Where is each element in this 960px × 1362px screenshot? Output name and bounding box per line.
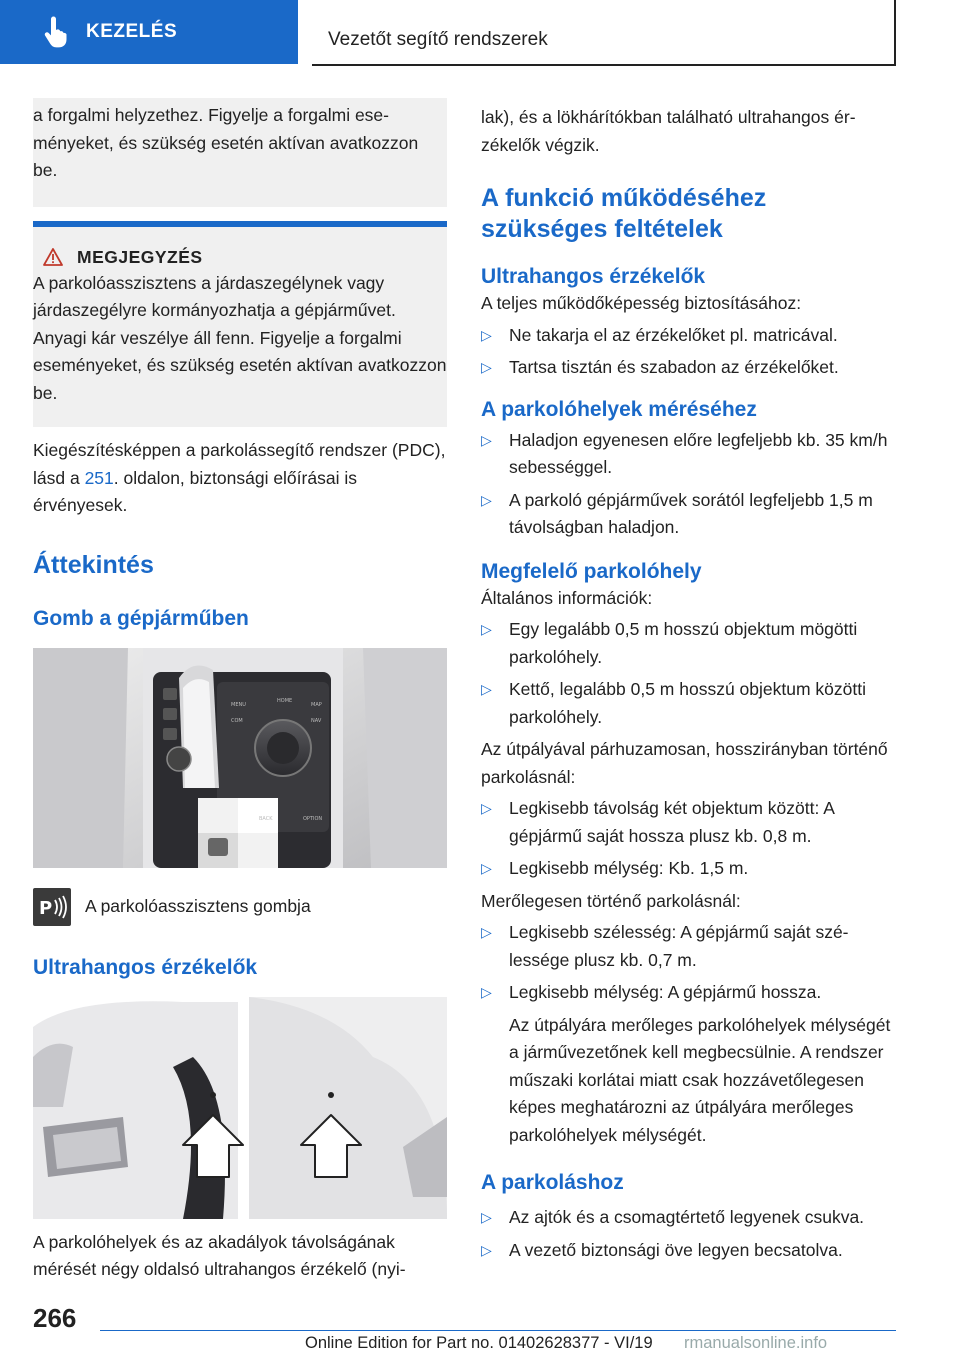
parallel-intro: Az útpályával párhuzamosan, hosszirányban történő parkolásnál:: [481, 739, 888, 787]
bullet-triangle-icon: ▷: [481, 860, 492, 876]
console-label-menu: MENU: [231, 701, 246, 708]
bullet-triangle-icon: ▷: [481, 491, 492, 508]
note-heading: [33, 247, 447, 268]
bullet-triangle-icon: ▷: [481, 431, 492, 448]
console-image: [33, 648, 447, 868]
console-label-option: OPTION: [303, 815, 323, 822]
sensor-image: [33, 997, 447, 1219]
continued-text: a forgalmi helyzethez. Figyelje a forgalmi eseményeket, és szükség esetén aktívan avatkozzon be.: [33, 105, 419, 180]
suitable-intro: Általános információk:: [481, 587, 653, 608]
list-item: ▷ A parkoló gépjárművek sorától legfeljebb 1,5 m távolságban haladjon.: [481, 487, 895, 542]
caption-button: A parkolóasszisztens gombja: [85, 895, 311, 916]
bullet-triangle-icon: ▷: [481, 1241, 492, 1258]
button-caption-row: [33, 888, 447, 926]
chapter-title: Vezetőt segítő rendszerek: [328, 29, 548, 50]
bullet-triangle-icon: ▷: [481, 924, 492, 940]
parallel-list: [481, 795, 895, 883]
footer-divider: [100, 1330, 896, 1331]
console-label-com: COM: [231, 717, 243, 724]
ultrasonic-intro: A teljes működőképesség biztosításához:: [481, 293, 802, 313]
warning-triangle-icon: [43, 248, 63, 266]
list-item: ▷ Tartsa tisztán és szabadon az érzékelőket.: [481, 354, 895, 382]
edition-text: Online Edition for Part no. 01402628377 - VI/19: [305, 1334, 653, 1352]
bullet-triangle-icon: ▷: [481, 800, 492, 816]
section-title: KEZELÉS: [86, 21, 178, 42]
parking-list: [481, 1204, 895, 1264]
left-column: [33, 98, 447, 1284]
heading-ultrasonic: Ultrahangos érzékelők: [481, 265, 706, 288]
bumper-sensors-illustration: [33, 997, 447, 1219]
note-text: A parkolóasszisztens a járdaszegélynek vagy járdaszegélyre kormányozhatja a gépjárművet. Anyagi kár veszélye áll fenn. Figyelje a forgalmi eseményeket, és szükség esetén aktívan avatkozzon be.: [33, 272, 447, 403]
pdc-paragraph: [33, 437, 447, 520]
list-item: ▷ Kettő, legalább 0,5 m hosszú objektum közötti parkolóhely.: [481, 676, 895, 731]
list-item: ▷ Haladjon egyenesen előre legfeljebb kb. 35 km/h sebességgel.: [481, 427, 895, 482]
center-console-illustration: [33, 648, 447, 868]
console-label-map: MAP: [311, 701, 322, 708]
page-link-251[interactable]: 251: [84, 467, 114, 488]
perpendicular-intro: Merőlegesen történő parkolásnál:: [481, 890, 741, 911]
bullet-triangle-icon: ▷: [481, 621, 492, 637]
list-item: ▷ Legkisebb mélység: Kb. 1,5 m.: [481, 855, 895, 883]
console-label-back: BACK: [259, 815, 273, 822]
ultrasonic-list: [481, 322, 895, 382]
sensor-paragraph: A parkolóhelyek és az akadályok távolságának mérését négy oldalsó ultrahangos érzékelő (nyi-: [33, 1231, 406, 1279]
page-number: 266: [33, 1303, 77, 1333]
pdc-text-post: . oldalon, biztonsági előírásai is érvényesek.: [33, 467, 357, 515]
continued-box: [33, 98, 447, 207]
right-column: [481, 104, 895, 1269]
heading-requirements: A funkció működéséhez szükséges feltételek: [481, 184, 767, 243]
list-item: ▷ Ne takarja el az érzékelőket pl. matricával.: [481, 322, 895, 350]
list-item: ▷ Legkisebb távolság két objektum között: A gépjármű saját hossza plusz kb. 0,8 m.: [481, 795, 895, 850]
measuring-list: [481, 427, 895, 542]
bullet-triangle-icon: ▷: [481, 359, 492, 375]
svg-text:P: P: [39, 897, 53, 919]
suitable-list: [481, 616, 895, 731]
list-item: ▷ Az ajtók és a csomagtértető legyenek csukva.: [481, 1204, 895, 1232]
section-tab[interactable]: [0, 0, 298, 64]
heading-overview: Áttekintés: [33, 550, 154, 579]
bullet-triangle-icon: ▷: [481, 681, 492, 697]
note-box: [33, 221, 447, 428]
hand-touch-icon: [42, 16, 68, 48]
sensor-paragraph-cont: lak), és a lökhárítókban található ultrahangos érzékelők végzik.: [481, 107, 856, 155]
chapter-header: [312, 0, 896, 66]
pdc-text-pre: Kiegészítésképpen a parkolássegítő rendszer (PDC), lásd a: [33, 440, 446, 488]
perpendicular-note: Az útpályára merőleges parkolóhelyek mélységét a járművezetőnek kell megbecsülnie. A rendszer műszaki korlátai miatt csak hozzávetőlegesen képes meghatározni az útpályára merőleges parkolóhelyek mélységét.: [509, 1014, 891, 1145]
note-title: MEGJEGYZÉS: [77, 246, 203, 267]
bullet-triangle-icon: ▷: [481, 984, 492, 1000]
bullet-triangle-icon: ▷: [481, 1209, 492, 1225]
heading-sensors: Ultrahangos érzékelők: [33, 955, 258, 979]
list-item: ▷ Legkisebb szélesség: A gépjármű saját szélessége plusz kb. 0,7 m.: [481, 919, 895, 974]
heading-parking: A parkoláshoz: [481, 1171, 624, 1194]
list-item: ▷ A vezető biztonsági öve legyen becsatolva.: [481, 1237, 895, 1265]
list-item: ▷ Egy legalább 0,5 m hosszú objektum mögötti parkolóhely.: [481, 616, 895, 671]
watermark: rmanualsonline.info: [684, 1334, 828, 1352]
heading-measuring: A parkolóhelyek méréséhez: [481, 397, 757, 421]
bullet-triangle-icon: ▷: [481, 326, 492, 343]
list-item: ▷ Legkisebb mélység: A gépjármű hossza.: [481, 979, 895, 1007]
heading-button: Gomb a gépjárműben: [33, 606, 249, 630]
perpendicular-list: [481, 919, 895, 1007]
console-label-nav: NAV: [311, 717, 322, 724]
heading-suitable-space: Megfelelő parkolóhely: [481, 559, 702, 583]
console-label-home: HOME: [277, 697, 293, 704]
parking-assistant-icon: [33, 888, 71, 926]
